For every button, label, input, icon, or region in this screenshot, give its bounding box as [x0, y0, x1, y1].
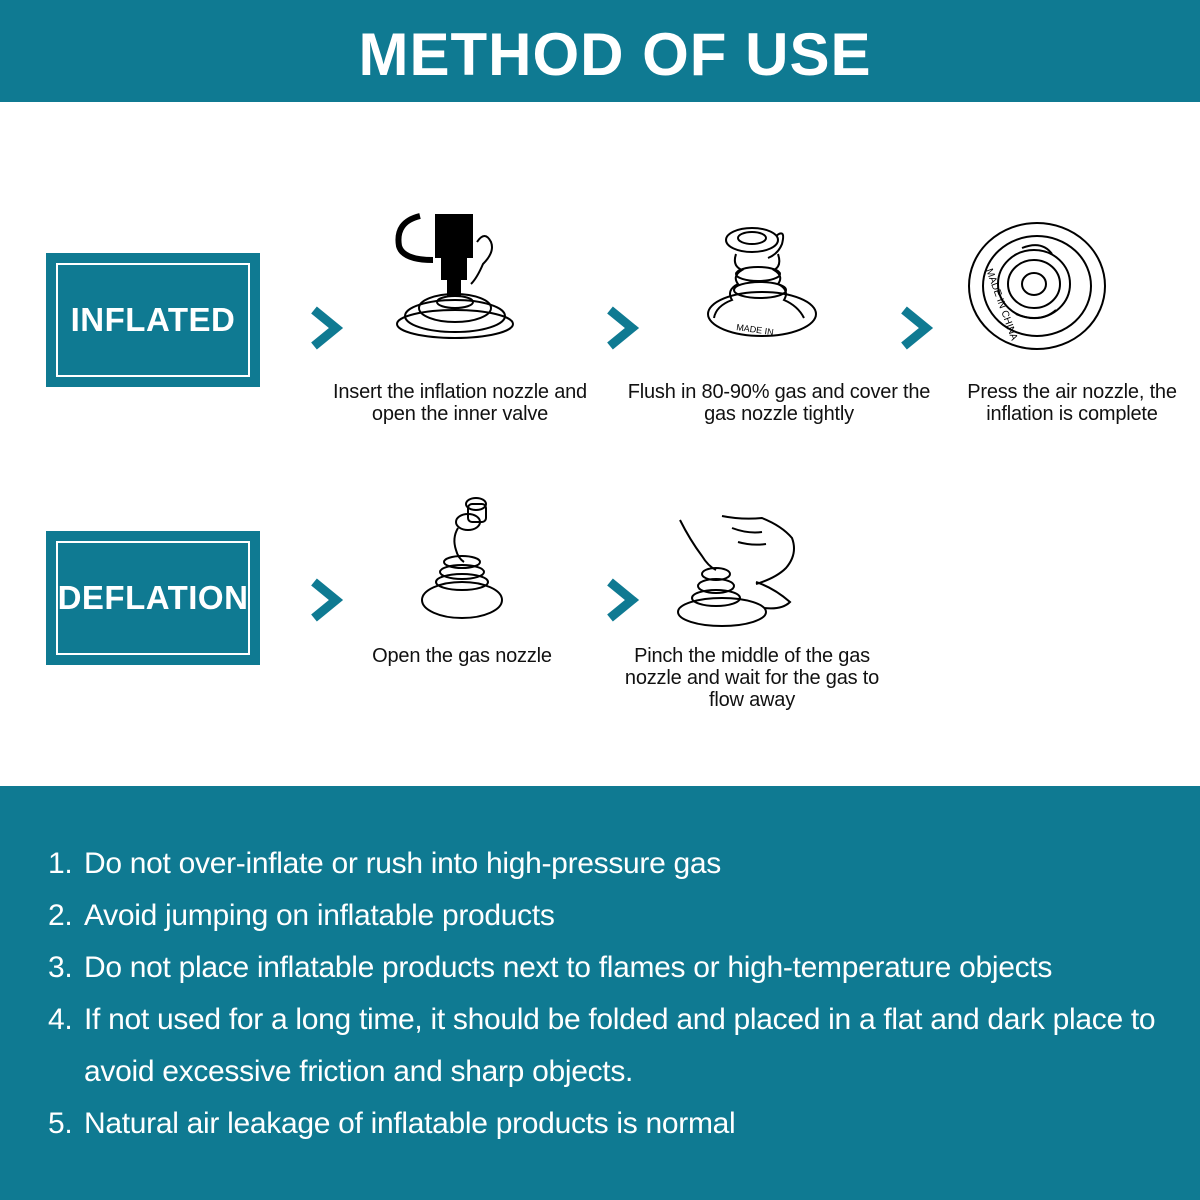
notes-panel	[0, 786, 1200, 1200]
list-item: 3. Do not place inflatable products next to flames or high-temperature objects	[48, 951, 1053, 984]
inflated-badge	[46, 253, 260, 387]
list-item: 4. If not used for a long time, it should be folded and placed in a flat and dark place to avoid excessive friction and sharp objects.	[48, 1003, 1156, 1088]
chevron-right-icon	[604, 306, 644, 350]
header-banner	[0, 0, 1200, 102]
seal-text: MADE IN CHINA	[983, 267, 1020, 343]
chevron-right-icon	[898, 306, 938, 350]
deflation-badge	[46, 531, 260, 665]
valve-open-icon	[418, 492, 508, 626]
step-caption: Press the air nozzle, the inflation is complete	[967, 381, 1177, 425]
notes-list	[48, 838, 1168, 1150]
list-item: 5. Natural air leakage of inflatable products is normal	[48, 1107, 736, 1140]
page-title: METHOD OF USE	[358, 21, 872, 88]
pump-nozzle-icon	[385, 212, 525, 342]
hand-pinch-valve-icon	[672, 512, 802, 628]
step-caption: Insert the inflation nozzle and open the inner valve	[333, 381, 587, 425]
list-item: 1. Do not over-inflate or rush into high-pressure gas	[48, 847, 722, 880]
valve-cap-open-icon	[700, 218, 830, 342]
valve-closed-top-icon	[966, 220, 1108, 352]
step-caption: Pinch the middle of the gas nozzle and wait for the gas to flow away	[624, 645, 880, 711]
step-caption: Open the gas nozzle	[372, 645, 552, 667]
step-caption: Flush in 80-90% gas and cover the gas nozzle tightly	[627, 381, 931, 425]
chevron-right-icon	[308, 578, 348, 622]
inflated-label: INFLATED	[70, 301, 236, 338]
svg-text:MADE IN: MADE IN	[735, 322, 775, 338]
deflation-label: DEFLATION	[57, 579, 249, 616]
chevron-right-icon	[308, 306, 348, 350]
chevron-right-icon	[604, 578, 644, 622]
list-item: 2. Avoid jumping on inflatable products	[48, 899, 555, 932]
